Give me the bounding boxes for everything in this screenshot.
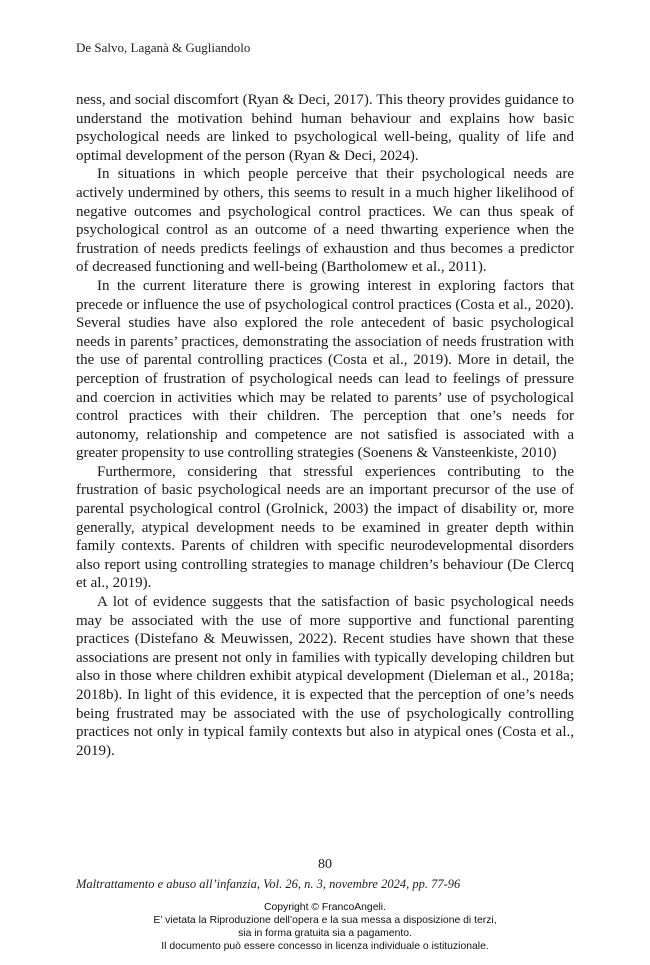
copyright-line: Il documento può essere concesso in licenza individuale o istituzionale. <box>161 941 489 952</box>
paragraph-1: ness, and social discomfort (Ryan & Deci, 2017). This theory provides guidance to understand the motivation behind human behaviour and explains how basic psychological needs are linked to psychological well-being, quality of life and optimal development of the person (Ryan & Deci, 2024). <box>76 92 574 164</box>
copyright-notice <box>0 901 650 953</box>
article-body <box>76 91 574 760</box>
paragraph-5: A lot of evidence suggests that the satisfaction of basic psychological needs may be associated with the use of more supportive and functional parenting practices (Distefano & Meuwissen, 2022). Recent studies have shown that these associations are present not only in families with typically developing children but also in those where children exhibit atypical development (Dieleman et al., 2018a; 2018b). In light of this evidence, it is expected that the perception of one’s needs being frustrated may be associated with the use of psychologically controlling practices not only in typical family contexts but also in atypical ones (Costa et al., 2019). <box>76 594 574 759</box>
journal-citation: Maltrattamento e abuso all’infanzia, Vol. 26, n. 3, novembre 2024, pp. 77-96 <box>76 877 461 891</box>
running-head: De Salvo, Laganà & Gugliandolo <box>76 40 251 55</box>
page-number: 80 <box>318 857 332 872</box>
copyright-line: Copyright © FrancoAngeli. <box>263 902 386 913</box>
copyright-line: E’ vietata la Riproduzione dell’opera e la sua messa a disposizione di terzi, <box>153 915 497 926</box>
paragraph-2: In situations in which people perceive that their psychological needs are actively undermined by others, this seems to result in a much higher likelihood of negative outcomes and psychological control practices. We can thus speak of psychological control as an outcome of a need thwarting experience when the frustration of needs predicts feelings of exhaustion and thus becomes a predictor of decreased functioning and well-being (Bartholomew et al., 2011). <box>76 166 574 276</box>
paragraph-4: Furthermore, considering that stressful experiences contributing to the frustration of basic psychological needs are an important precursor of the use of parental psychological control (Grolnick, 2003) the impact of disability or, more generally, atypical development needs to be examined in greater depth within family contexts. Parents of children with specific neurodevelopmental disorders also report using controlling strategies to manage children’s behaviour (De Clercq et al., 2019). <box>76 463 574 592</box>
paragraph-3: In the current literature there is growing interest in exploring factors that precede or influence the use of psychological control practices (Costa et al., 2020). Several studies have also explored the role antecedent of basic psychological needs in parents’ practices, demonstrating the association of needs frustration with the use of parental controlling practices (Costa et al., 2019). More in detail, the perception of frustration of psychological needs can lead to feelings of pressure and coercion in activities which may be related to parents’ use of psychological control practices with their children. The perception that one’s needs for autonomy, relationship and competence are not satisfied is associated with a greater propensity to use controlling strategies (Soenens & Vansteenkiste, 2010) <box>76 277 574 462</box>
copyright-line: sia in forma gratuita sia a pagamento. <box>238 928 412 939</box>
